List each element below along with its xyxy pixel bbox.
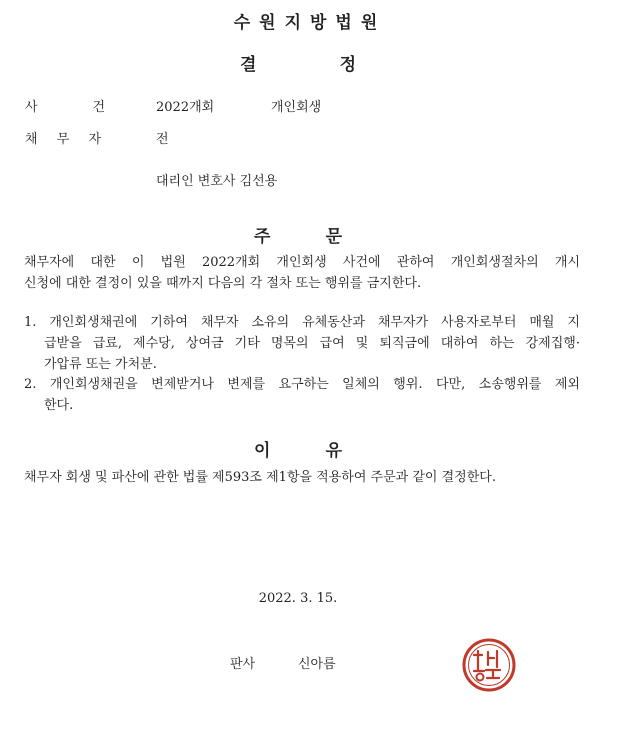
decision-date: 2022. 3. 15. (258, 591, 338, 606)
court-name: 수원지방법원 (233, 13, 387, 33)
order-item-2 (24, 374, 580, 416)
order-intro (24, 252, 580, 294)
order-item-1-line-2: 급받을 급료, 제수당, 상여금 기타 명목의 급여 및 퇴직금에 대하여 하는 강제집행· (44, 336, 580, 351)
debtor-name: 전 (156, 132, 169, 147)
case-label-char-1: 사 (25, 100, 38, 115)
order-heading-char-1: 주 (254, 227, 271, 247)
order-intro-line-1: 채무자에 대한 이 법원 2022개회 개인회생 사건에 관하여 개인회생절차의 개시 (24, 255, 580, 270)
reason-heading (254, 436, 342, 461)
document-title-char-1: 결 (240, 55, 257, 75)
order-item-2-line-1: 2. 개인회생채권을 변제받거나 변제를 요구하는 일체의 행위. 다만, 소송행위를 제외 (24, 377, 580, 392)
debtor-label-char-1: 채 (25, 132, 38, 147)
judge-name: 신아름 (298, 657, 336, 672)
debtor-label-char-3: 자 (88, 132, 101, 147)
reason-text (24, 467, 580, 488)
case-label-char-2: 건 (92, 100, 105, 115)
document-title-char-2: 정 (339, 55, 356, 75)
debtor-agent: 대리인 변호사 김선용 (156, 174, 278, 189)
case-name: 개인회생 (271, 100, 322, 115)
order-intro-line-2: 신청에 대한 결정이 있을 때까지 다음의 각 절차 또는 행위를 금지한다. (24, 276, 422, 291)
reason-heading-char-2: 유 (325, 441, 342, 461)
judge-title: 판사 (230, 657, 256, 672)
debtor-label-char-2: 무 (56, 132, 70, 147)
document-title (240, 50, 356, 75)
order-item-1-line-1: 1. 개인회생채권에 기하여 채무자 소유의 유체동산과 채무자가 사용자로부터 매월 지 (24, 315, 580, 330)
order-heading (254, 222, 342, 247)
order-item-2-line-2: 한다. (44, 398, 74, 413)
judge-seal-icon (462, 638, 516, 692)
reason-text-line: 채무자 회생 및 파산에 관한 법률 제593조 제1항을 적용하여 주문과 같이 결정한다. (24, 470, 496, 485)
order-item-1 (24, 312, 580, 375)
order-heading-char-2: 문 (325, 227, 342, 247)
case-label (25, 96, 105, 115)
case-number: 2022개회 (156, 100, 215, 115)
debtor-label (25, 128, 101, 147)
order-item-1-line-3: 가압류 또는 가처분. (44, 357, 157, 372)
reason-heading-char-1: 이 (254, 441, 271, 461)
